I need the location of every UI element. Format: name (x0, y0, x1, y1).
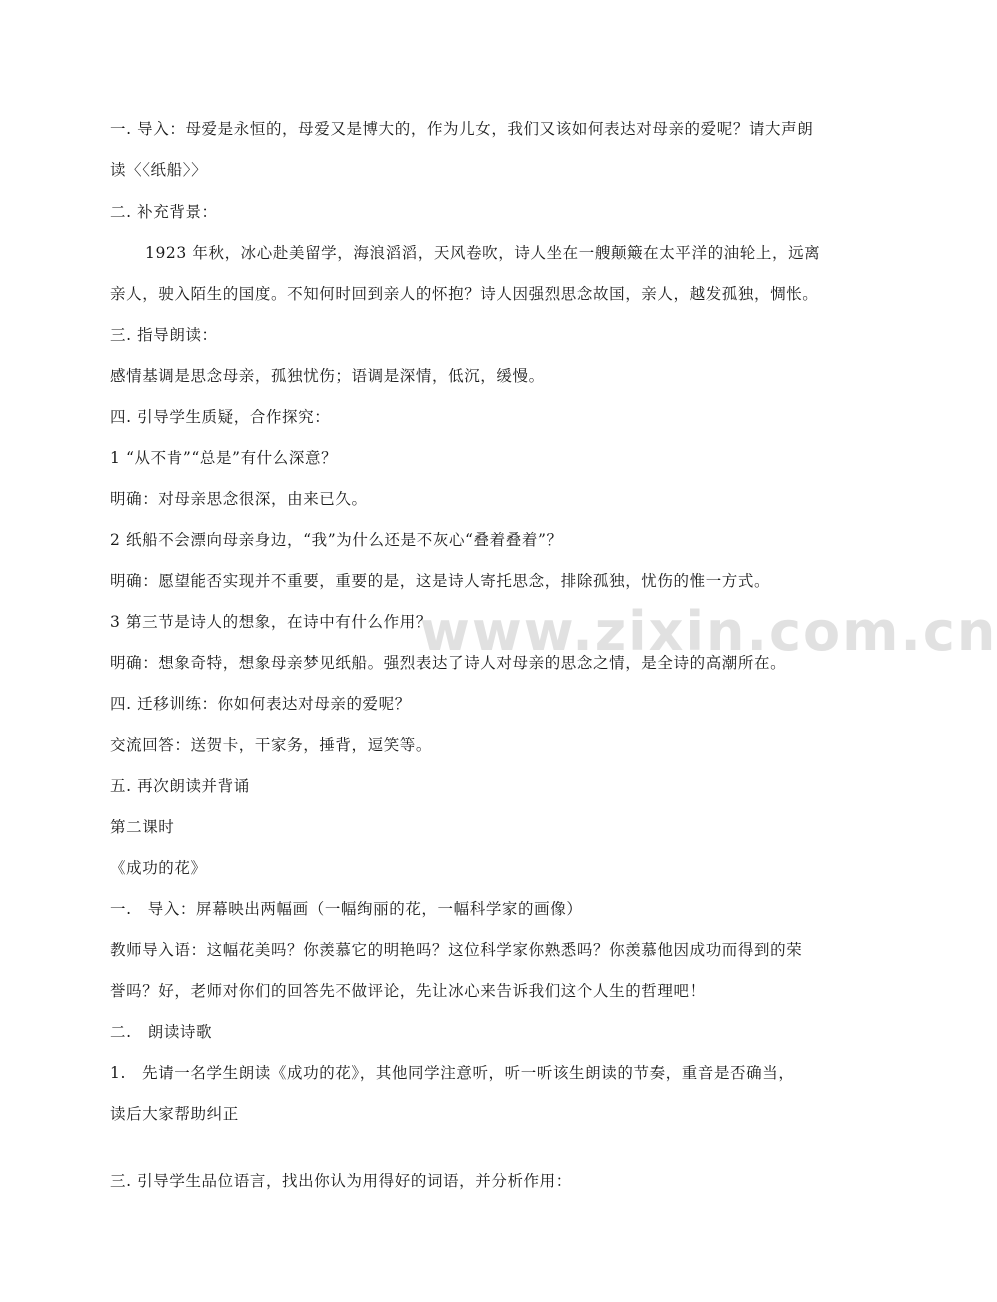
poem-title: 《成功的花》 (110, 859, 207, 877)
answer-3: 明确：想象奇特，想象母亲梦见纸船。强烈表达了诗人对母亲的思念之情，是全诗的高潮所在。 (110, 654, 787, 672)
section-language-heading: 三. 引导学生品位语言，找出你认为用得好的词语，并分析作用： (110, 1172, 572, 1190)
watermark: www.zixin.com.cn (420, 600, 997, 663)
read-poem-step-line-2: 读后大家帮助纠正 (110, 1105, 239, 1123)
teacher-intro-line-1: 教师导入语：这幅花美吗？你羡慕它的明艳吗？这位科学家你熟悉吗？你羡慕他因成功而得到的荣 (110, 941, 803, 959)
teacher-intro-line-2: 誉吗？好，老师对你们的回答先不做评论，先让冰心来告诉我们这个人生的哲理吧！ (110, 982, 706, 1000)
background-paragraph-line-1: 1923 年秋，冰心赴美留学，海浪滔滔，天风卷吹，诗人坐在一艘颠簸在太平洋的油轮上，远离 (145, 244, 821, 262)
question-1: 1 “从不肯”“总是”有什么深意？ (110, 449, 338, 467)
section-reading-heading: 三. 指导朗读： (110, 326, 218, 344)
lesson-2-intro: 一. 导入：屏幕映出两幅画（一幅绚丽的花，一幅科学家的画像） (110, 900, 583, 918)
section-inquiry-heading: 四. 引导学生质疑，合作探究： (110, 408, 331, 426)
section-transfer-heading: 四. 迁移训练：你如何表达对母亲的爱呢？ (110, 695, 411, 713)
section-intro-line-1: 一. 导入：母爱是永恒的，母爱又是博大的，作为儿女，我们又该如何表达对母亲的爱呢？请大声朗 (110, 120, 814, 138)
background-paragraph-line-2: 亲人，驶入陌生的国度。不知何时回到亲人的怀抱？诗人因强烈思念故国，亲人，越发孤独，惆怅。 (110, 285, 819, 303)
reading-tone-text: 感情基调是思念母亲，孤独忧伤；语调是深情，低沉，缓慢。 (110, 367, 545, 385)
lesson-2-heading: 第二课时 (110, 818, 175, 836)
read-poem-step-line-1: 1. 先请一名学生朗读《成功的花》，其他同学注意听，听一听该生朗读的节奏，重音是否确当， (110, 1064, 795, 1082)
transfer-answer: 交流回答：送贺卡，干家务，捶背，逗笑等。 (110, 736, 433, 754)
section-background-heading: 二. 补充背景： (110, 203, 218, 221)
answer-1: 明确：对母亲思念很深，由来已久。 (110, 490, 368, 508)
section-read-poem-heading: 二. 朗读诗歌 (110, 1023, 213, 1041)
question-3: 3 第三节是诗人的想象，在诗中有什么作用？ (110, 613, 432, 631)
answer-2: 明确：愿望能否实现并不重要，重要的是，这是诗人寄托思念，排除孤独，忧伤的惟一方式。 (110, 572, 771, 590)
question-2: 2 纸船不会漂向母亲身边，“我”为什么还是不灰心“叠着叠着”？ (110, 531, 563, 549)
section-recite-heading: 五. 再次朗读并背诵 (110, 777, 250, 795)
section-intro-line-2: 读〈〈纸船〉〉 (110, 161, 208, 179)
